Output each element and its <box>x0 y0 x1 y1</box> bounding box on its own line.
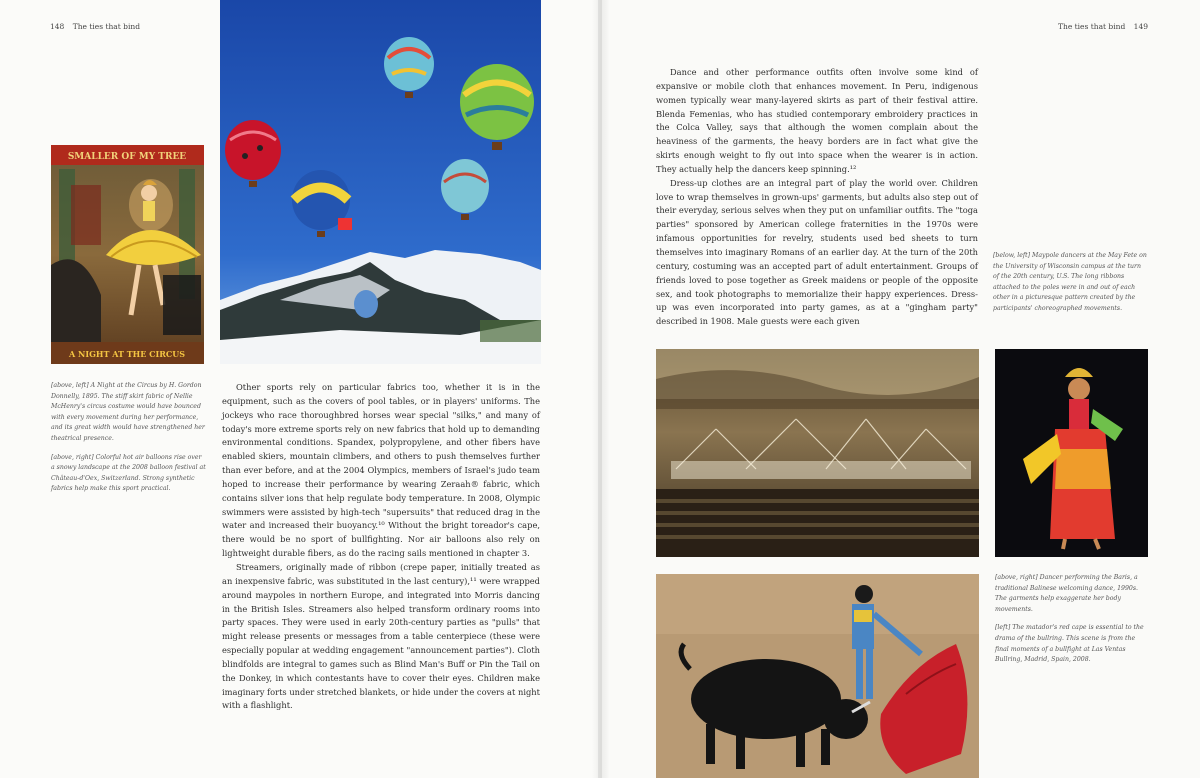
balloons-illustration <box>220 0 541 364</box>
maypole-illustration <box>656 349 979 557</box>
bullfight-photo <box>656 574 979 778</box>
circus-poster-photo <box>51 145 204 364</box>
right-paragraph-2: Dress-up clothes are an integral part of play the world over. Children love to wrap themselves in grown-ups' garments, but adults also step out of their everyday, serious selves when they put on unfamiliar outfits. The "toga parties" sponsored by American college fraternities in the 1970s were infamous opportunities for revelry, students used bed sheets to turn themselves into imaginary Romans of an earlier day. At the turn of the 20th century, costuming was an accepted part of adult entertainment. Groups of friends loved to pose together as Greek maidens or people of the opposite sex, and took photographs to memorialize their happy experiences. Dress-up was even incorporated into party games, as at a "gingham party" described in 1908. Male guests were each given <box>656 177 978 327</box>
folio-right: 149 <box>1133 22 1148 31</box>
caption-bullfight: [left] The matador's red cape is essential to the drama of the bullring. This scene is from the final moments of a bullfight at Las Ventas Bullring, Madrid, Spain, 2008. <box>995 624 1144 664</box>
caption-dancer: [above, right] Dancer performing the Baris, a traditional Balinese welcoming dance, 1990s. The garments help exaggerate her body movements. <box>995 574 1138 613</box>
maypole-dancers-photo <box>656 349 979 557</box>
running-head-text-left: The ties that bind <box>72 22 141 31</box>
book-gutter <box>592 0 610 778</box>
caption-balloons: [above, right] Colorful hot air balloons rise over a snowy landscape at the 2008 balloon festival at Château-d'Oex, Switzerland. Strong synthetic fabrics help make this sport practical. <box>51 453 206 493</box>
left-page <box>0 0 598 778</box>
circus-poster-illustration <box>51 145 204 364</box>
right-bottom-captions <box>995 573 1150 674</box>
folio-left: 148 <box>50 22 65 31</box>
right-page <box>602 0 1200 778</box>
left-body-text <box>222 381 540 713</box>
left-captions <box>51 381 206 503</box>
poster-bottom-lettering: A NIGHT AT THE CIRCUS <box>69 349 185 359</box>
caption-maypole: [below, left] Maypole dancers at the May Fete on the University of Wisconsin campus at the turn of the 20th century, U.S. The long ribbons attached to the poles were in and out of each other in a picturesque pattern created by the participants' choreographed movements. <box>993 252 1147 312</box>
right-paragraph-1: Dance and other performance outfits often involve some kind of expansive or mobile cloth that enhances movement. In Peru, indigenous women typically wear many-layered skirts as part of their festival attire. Blenda Femenias, who has studied contemporary embroidery practices in the Colca Valley, says that although the women complain about the heaviness of the garments, the heavy borders are in fact what give the skirts enough weight to fly out into space when the wearer is in action. They actually help the dancers keep spinning.¹² <box>656 67 978 174</box>
dancer-illustration <box>995 349 1148 557</box>
running-head-left <box>50 22 146 31</box>
left-paragraph-1: Other sports rely on particular fabrics too, whether it is in the equipment, such as the covers of pool tables, or in players' uniforms. The jockeys who race thoroughbred horses wear special "silks," and many of today's more extreme sports rely on new fabrics that hold up to demanding environmental conditions. Spandex, polypropylene, and other fibers have enabled skiers, mountain climbers, and others to push themselves further than ever before, and at the 2004 Olympics, members of Israel's judo team hoped to increase their performance by wearing Zeraah® fabric, which contains silver ions that help regulate body temperature. In 2008, Olympic swimmers were assisted by high-tech "supersuits" that reduced drag in the water and increased their buoyancy.¹⁰ Without the bright toreador's cape, there would be no sport of bullfighting. Nor air balloons also rely on lightweight durable fibers, as do the racing sails mentioned in chapter 3. <box>222 382 540 559</box>
running-head-text-right: The ties that bind <box>1057 22 1126 31</box>
running-head-right <box>1052 22 1148 31</box>
right-body-text <box>656 66 978 329</box>
left-paragraph-2: Streamers, originally made of ribbon (crepe paper, initially treated as an inexpensive fabric, was substituted in the last century),¹¹ were wrapped around maypoles in northern Europe, and integrated into Morris dancing in the British Isles. Streamers also helped transform ordinary rooms into party spaces. They were used in early 20th-century parties as "pulls" that might release presents or messages from a table centerpiece (these were especially popular at wedding engagement "announcement parties"). Cloth blindfolds are integral to games such as Blind Man's Buff or Pin the Tail on the Donkey, in which contestants have to cover their eyes. Children make imaginary forts under stretched blankets, or hide under the covers at night with a flashlight. <box>222 561 540 711</box>
caption-maypole-block <box>993 251 1148 323</box>
caption-circus-poster: [above, left] A Night at the Circus by H. Gordon Donnelly, 1895. The stiff skirt fabric of Nellie McHenry's circus costume would have bounced with every movement during her performance, and its great width would have strengthened her theatrical presence. <box>51 382 205 442</box>
bullfight-illustration <box>656 574 979 778</box>
hot-air-balloons-photo <box>220 0 541 364</box>
poster-top-lettering: SMALLER OF MY TREE <box>67 152 187 162</box>
balinese-dancer-photo <box>995 349 1148 557</box>
